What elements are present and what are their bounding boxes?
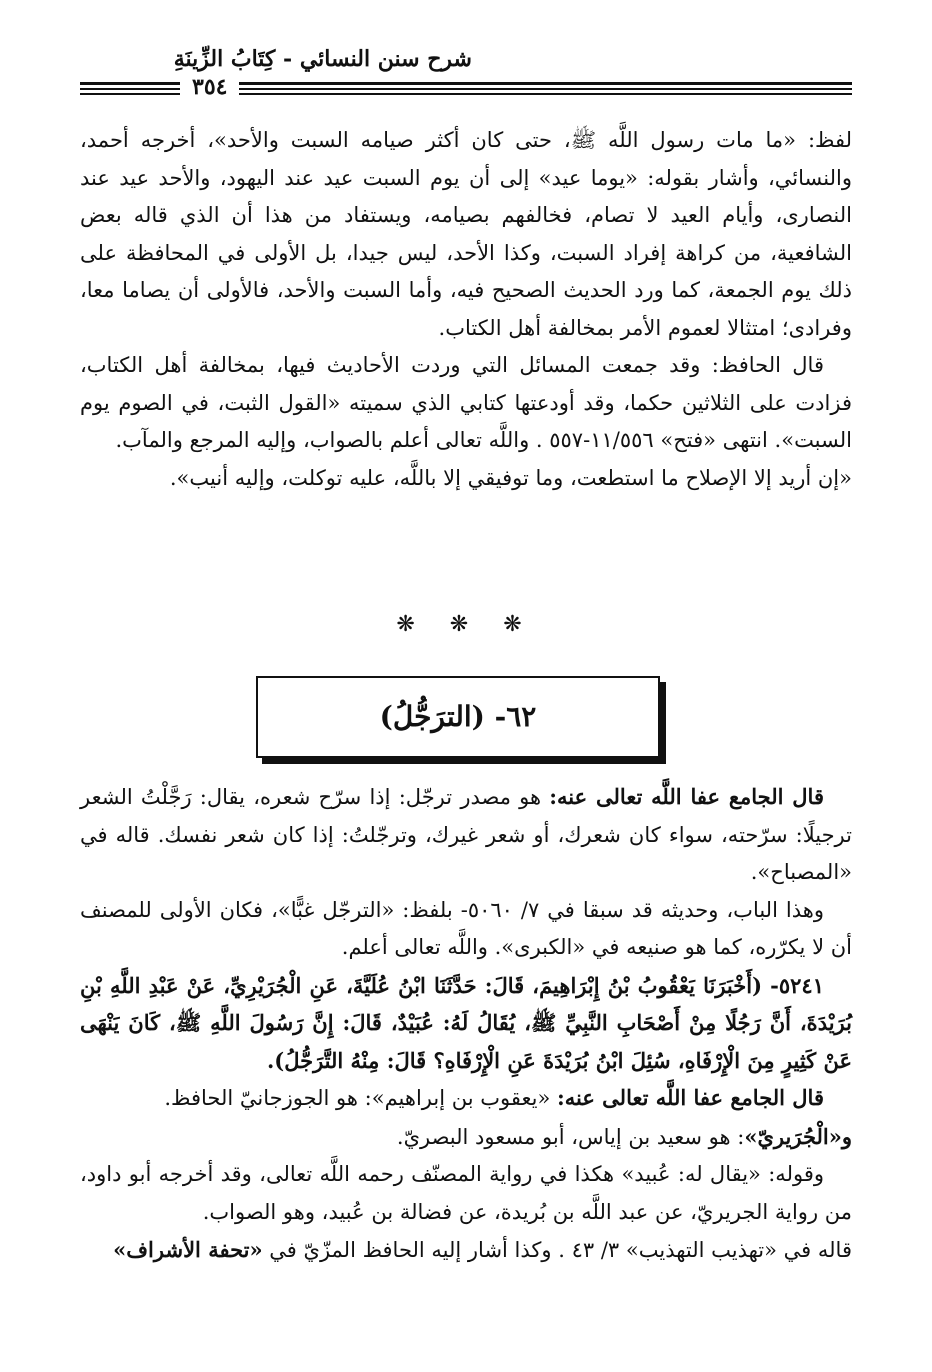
hadith-text: ٥٢٤١- (أَخْبَرَنَا يَعْقُوبُ بْنُ إِبْرَاهِيمَ، قَالَ: حَدَّثَنَا ابْنُ عُلَيَّةَ، عَنِ الْجُرَيْرِيِّ، عَنْ عَبْدِ اللَّهِ بْنِ بُرَيْدَةَ، أَنَّ رَجُلًا مِنْ أَصْحَابِ النَّبِيِّ ﷺ، يُقَالُ لَهُ: عُبَيْدٌ، قَالَ: إِنَّ رَسُولَ اللَّهِ ﷺ، كَانَ يَنْهَى عَنْ كَثِيرٍ مِنَ الْإِرْفَاهِ، سُئِلَ ابْنُ بُرَيْدَةَ عَنِ الْإِرْفَاهِ؟ قَالَ: مِنْهُ التَّرَجُّلُ). xyxy=(80,972,852,1073)
paragraph-text: «يعقوب بن إبراهيم»: هو الجوزجانيّ الحافظ. xyxy=(164,1086,557,1110)
commentator-lead: قال الجامع عفا اللَّه تعالى عنه: xyxy=(556,1085,824,1110)
narrator-name: و«الْجُرَيريّ» xyxy=(744,1123,852,1149)
paragraph: وهذا الباب، وحديثه قد سبقا في ٧/ ٥٠٦٠- بلفظ: «الترجّل غبًّا»، فكان الأولى للمصنف أن لا يكرّره، كما هو صنيعه في «الكبرى». واللَّه تعالى أعلم. xyxy=(80,897,852,959)
header-title: شرح سنن النسائي - كِتَابُ الزِّينَةِ xyxy=(173,46,472,72)
quote-paragraph: «إن أريد إلا الإصلاح ما استطعت، وما توفيقي إلا باللَّه، عليه توكلت، وإليه أنيب». xyxy=(169,465,852,490)
paragraph: قال الحافظ: وقد جمعت المسائل التي وردت الأحاديث فيها، بمخالفة أهل الكتاب، فزادت على الثلاثين حكما، وقد أودعتها كتابي الذي سميته «القول الثبت، في الصوم يوم السبت». انتهى «فتح» ١١/٥٥٦-٥٥٧ . واللَّه تعالى أعلم بالصواب، وإليه المرجع والمآب. xyxy=(80,353,852,452)
paragraph: وقوله: «يقال له: عُبيد» هكذا في رواية المصنّف رحمه اللَّه تعالى، وقد أخرجه أبو داود، من رواية الجريريّ، عن عبد اللَّه بن بُريدة، عن فضالة بن عُبيد، وهو الصواب. xyxy=(80,1162,852,1224)
paragraph xyxy=(80,1118,852,1157)
section-divider-stars: ❋ ❋ ❋ xyxy=(396,612,536,637)
paragraph-text: : هو سعيد بن إياس، أبو مسعود البصريّ. xyxy=(396,1124,745,1149)
paragraph xyxy=(80,1079,852,1118)
chapter-title: ٦٢- (الترَجُّلُ) xyxy=(379,700,537,733)
paragraph-text: هو مصدر ترجّل: إذا سرّح شعره، يقال: رَجَّلْتُ الشعر ترجيلًا: سرّحته، سواء كان شعرك، أو شعر غيرك، وترجّلتُ: إذا كان شعر نفسك. قاله في «المصباح». xyxy=(80,785,852,884)
paragraph xyxy=(80,1231,852,1270)
paragraph xyxy=(80,778,852,892)
running-header xyxy=(80,40,852,100)
commentator-lead: قال الجامع عفا اللَّه تعالى عنه: xyxy=(549,784,824,809)
text-block-top xyxy=(80,122,852,497)
paragraph: لفظ: «ما مات رسول اللَّه ﷺ، حتى كان أكثر صيامه السبت والأحد»، أخرجه أحمد، والنسائي، وأشار بقوله: «يوما عيد» إلى أن يوم السبت عيد عند اليهود، والأحد عيد عند النصارى، وأيام العيد لا تصام، فخالفهم بصيامه، ويستفاد من هذا أن الذي قاله بعض الشافعية، من كراهة إفراد السبت، وكذا الأحد، ليس جيدا، بل الأولى في المحافظة على ذلك يوم الجمعة، كما ورد الحديث الصحيح فيه، وأما السبت والأحد، فالأولى أن يصاما معا، وفرادى؛ امتثالا لعموم الأمر بمخالفة أهل الكتاب. xyxy=(80,128,852,340)
chapter-title-box xyxy=(256,676,660,758)
book-reference: «تحفة الأشراف» xyxy=(113,1237,263,1262)
text-block-bottom xyxy=(80,778,852,1270)
page-number: ٣٥٤ xyxy=(180,74,239,100)
paragraph-text: قاله في «تهذيب التهذيب» ٣/ ٤٣ . وكذا أشار إليه الحافظ المزّيّ في xyxy=(262,1238,852,1262)
